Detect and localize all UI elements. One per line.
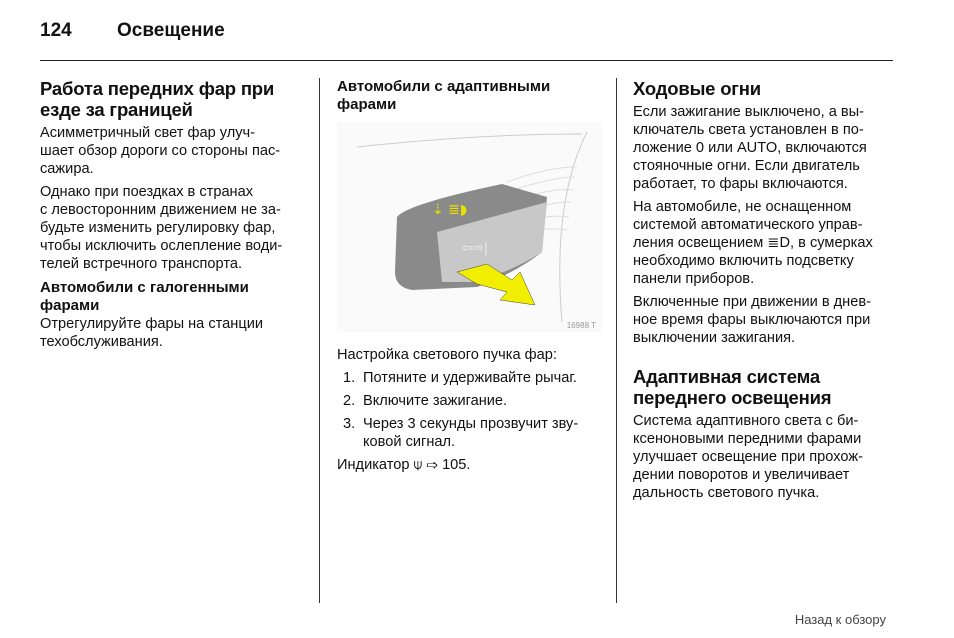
text-line: ключатель света установлен в по- xyxy=(633,122,864,138)
paragraph xyxy=(40,183,305,273)
headlight-symbol: ⇣ ≣◗ xyxy=(432,202,468,218)
text-line: дальность светового пучка. xyxy=(633,485,820,501)
light-stalk-illustration xyxy=(337,122,602,332)
figure xyxy=(337,122,602,332)
list-number: 1. xyxy=(343,370,356,386)
header-rule xyxy=(40,60,893,61)
spacer xyxy=(633,352,898,366)
section-heading xyxy=(633,366,898,408)
list-item xyxy=(337,369,602,387)
subheading xyxy=(40,279,305,315)
paragraph xyxy=(633,293,898,347)
text-line: Асимметричный свет фар улуч- xyxy=(40,125,255,141)
list-number: 3. xyxy=(343,416,356,432)
text-line: техобслуживания. xyxy=(40,334,163,350)
text-line: На автомобиле, не оснащенном xyxy=(633,199,852,215)
paragraph xyxy=(40,124,305,178)
text-line: Отрегулируйте фары на станции xyxy=(40,316,263,332)
list-item xyxy=(337,415,602,451)
text-line: ное время фары выключаются при xyxy=(633,312,871,328)
text-line: переднего освещения xyxy=(633,387,832,408)
text-line: выключении зажигания. xyxy=(633,330,796,346)
column-1 xyxy=(40,78,305,356)
text-line: Однако при поездках в странах xyxy=(40,184,254,200)
text-line: будьте изменить регулировку фар, xyxy=(40,220,276,236)
text-line: Если зажигание выключено, а вы- xyxy=(633,104,865,120)
text-line: работает, то фары включаются. xyxy=(633,176,848,192)
page-number: 124 xyxy=(40,20,72,41)
text-line: Потяните и удерживайте рычаг. xyxy=(363,370,577,386)
text-line: фарами xyxy=(337,96,397,113)
text-line: Через 3 секунды прозвучит зву- xyxy=(363,416,579,432)
column-2 xyxy=(337,78,602,479)
text-line: стояночные огни. Если двигатель xyxy=(633,158,860,174)
text-line: сажира. xyxy=(40,161,94,177)
section-heading xyxy=(633,78,898,99)
subheading xyxy=(337,78,602,114)
text-line: ксеноновыми передними фарами xyxy=(633,431,862,447)
paragraph xyxy=(633,103,898,193)
paragraph xyxy=(337,346,602,364)
text-line: Автомобили с галогенными xyxy=(40,279,249,296)
text-line: Настройка светового пучка фар: xyxy=(337,347,557,363)
text-line: езде за границей xyxy=(40,99,193,120)
section-title: Освещение xyxy=(117,20,225,41)
text-line: ковой сигнал. xyxy=(363,434,456,450)
text-line: Индикатор ⍦ ⇨ 105. xyxy=(337,457,471,473)
list-item xyxy=(337,392,602,410)
text-line: Адаптивная система xyxy=(633,366,820,387)
figure-id: 16988 T xyxy=(566,321,596,330)
text-line: Работа передних фар при xyxy=(40,78,275,99)
turn-signal-symbol: ⇦⇨| xyxy=(462,241,489,256)
text-line: чтобы исключить ослепление води- xyxy=(40,238,283,254)
text-line: панели приборов. xyxy=(633,271,755,287)
text-line: Автомобили с адаптивными xyxy=(337,78,551,95)
text-line: Включите зажигание. xyxy=(363,393,508,409)
text-line: системой автоматического управ- xyxy=(633,217,863,233)
paragraph xyxy=(337,456,602,474)
text-line: ложение 0 или AUTO, включаются xyxy=(633,140,867,156)
column-divider xyxy=(616,78,617,603)
paragraph xyxy=(633,198,898,288)
text-line: дении поворотов и увеличивает xyxy=(633,467,850,483)
text-line: Ходовые огни xyxy=(633,78,761,99)
list-number: 2. xyxy=(343,393,356,409)
text-line: Система адаптивного света с би- xyxy=(633,413,859,429)
text-line: Включенные при движении в днев- xyxy=(633,294,871,310)
text-line: улучшает освещение при прохож- xyxy=(633,449,863,465)
column-divider xyxy=(319,78,320,603)
paragraph xyxy=(633,412,898,502)
column-3 xyxy=(633,78,898,507)
back-to-overview-link[interactable]: Назад к обзору xyxy=(794,612,886,627)
text-line: необходимо включить подсветку xyxy=(633,253,854,269)
text-line: ления освещением ≣D, в сумерках xyxy=(633,235,873,251)
text-line: шает обзор дороги со стороны пас- xyxy=(40,143,281,159)
text-line: с левосторонним движением не за- xyxy=(40,202,281,218)
text-line: телей встречного транспорта. xyxy=(40,256,243,272)
paragraph xyxy=(40,315,305,351)
section-heading xyxy=(40,78,305,120)
text-line: фарами xyxy=(40,297,100,314)
